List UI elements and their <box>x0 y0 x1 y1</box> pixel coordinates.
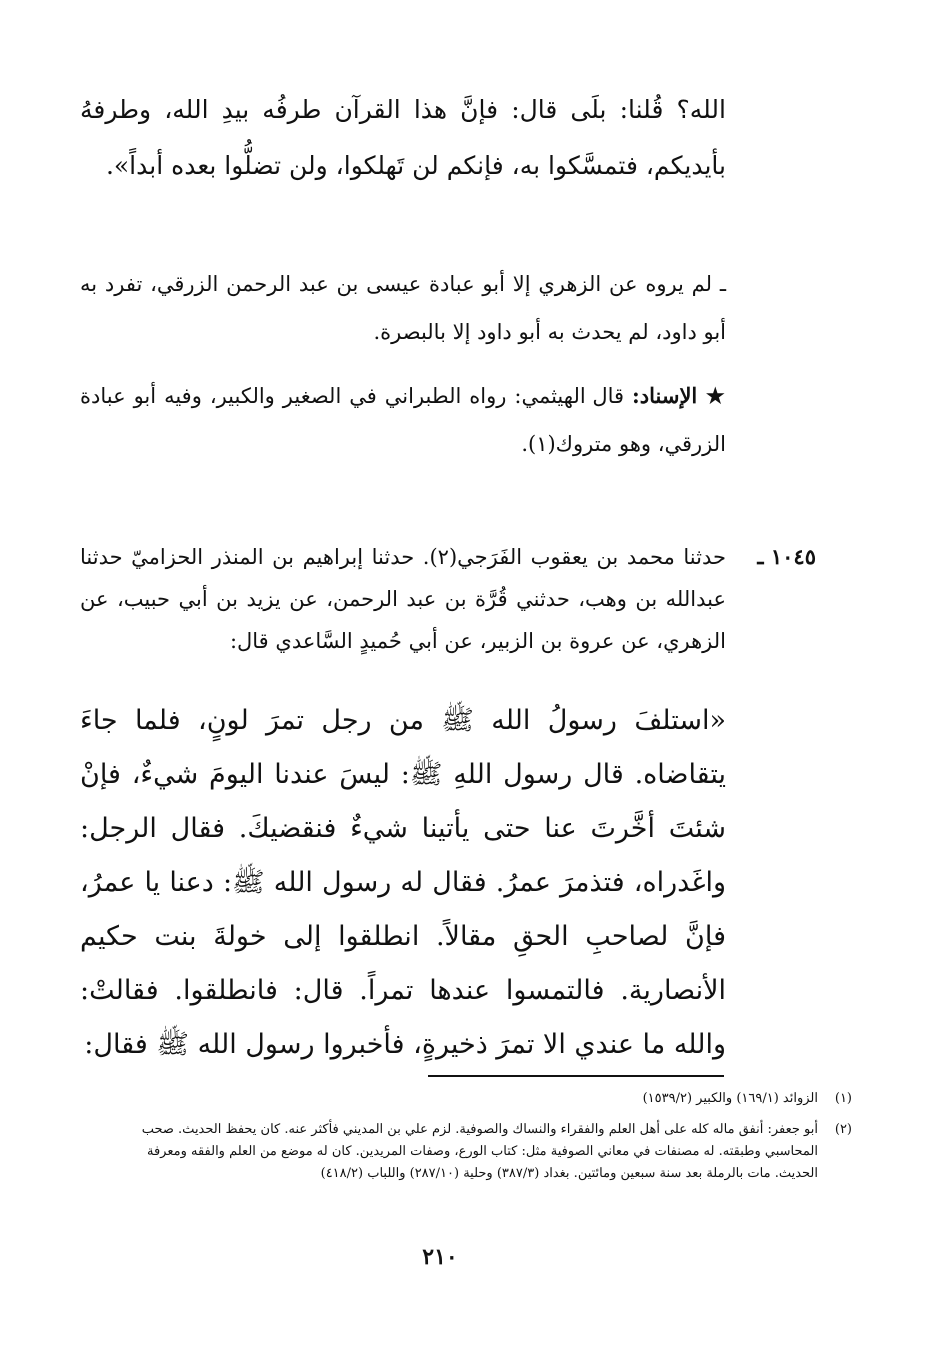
isnad-text: قال الهيثمي: رواه الطبراني في الصغير والكبير، وفيه أبو عبادة الزرقي، وهو متروك(١). <box>80 384 726 456</box>
isnad-block <box>80 372 726 468</box>
footnote-1-text: الزوائد (١٦٩/١) والكبير (١٥٣٩/٢) <box>642 1091 818 1106</box>
footnote-1-mark: (١) <box>834 1091 852 1106</box>
hadith-number: ١٠٤٥ ـ <box>757 544 816 569</box>
hadith-matn: «استلفَ رسولُ الله ﷺ من رجل تمرَ لونٍ، فلما جاءَ يتقاضاه. قال رسول اللهِ ﷺ: ليسَ عندنا اليومَ شيءٌ، فإنْ شئتَ أخَّرتَ عنا حتى يأتينا شيءٌ فنقضيكَ. فقال الرجل: واغَدراه، فتذمرَ عمرُ. فقال له رسول الله ﷺ: دعنا يا عمرُ، فإنَّ لصاحبِ الحقِ مقالاً. انطلقوا إلى خولةَ بنت حكيم الأنصارية. فالتمسوا عندها تمراً. قال: فانطلقوا. فقالتْ: والله ما عندي الا تمرَ ذخيرةٍ، فأخبروا رسول الله ﷺ فقال: <box>80 705 726 1060</box>
top-text: الله؟ قُلنا: بلَى قال: فإنَّ هذا القرآن طرفُه بيدِ الله، وطرفهُ بأيديكم، فتمسَّكوا به، فإنكم لن تَهلكوا، ولن تضلُّوا بعده أبداً». <box>80 95 726 180</box>
hadith-chain: حدثنا محمد بن يعقوب الفَرَجي(٢). حدثنا إبراهيم بن المنذر الحزاميّ حدثنا عبدالله بن وهب، حدثني قُرَّة بن عبد الرحمن، عن يزيد بن أبي حبيب، عن الزهري، عن عروة بن الزبير، عن أبي حُميدٍ السَّاعدي قال: <box>80 545 726 653</box>
narration-note-text: ـ لم يروه عن الزهري إلا أبو عبادة عيسى بن عبد الرحمن الزرقي، تفرد به أبو داود، لم يحدث به أبو داود إلا بالبصرة. <box>80 272 726 344</box>
footnote-2-mark: (٢) <box>834 1122 852 1137</box>
footnote-divider <box>428 1075 724 1077</box>
page-number: ٢١٠ <box>422 1244 458 1270</box>
footnote-1 <box>118 1088 852 1110</box>
hadith-matn-block <box>80 694 726 1072</box>
hadith-chain-block <box>80 536 726 662</box>
footnote-2 <box>118 1119 852 1185</box>
top-text-block <box>80 82 726 194</box>
footnote-2-text: أبو جعفر: أنفق ماله كله على أهل العلم والفقراء والنساك والصوفية. لزم علي بن المديني فأكثر عنه. كان يحفظ الحديث. صحب المحاسبي وطبقته. له مصنفات في معاني الصوفية مثل: كتاب الورع، وصفات المريدين. كان له موضع من العلم والفقه ومعرفة الحديث. مات بالرملة بعد سنة سبعين ومائتين. بغداد (٣٨٧/٣) وحلية (٢٨٧/١٠) واللباب (٤١٨/٢) <box>141 1122 818 1181</box>
isnad-label: ★ الإسناد: <box>632 383 726 408</box>
narration-note <box>80 260 726 356</box>
